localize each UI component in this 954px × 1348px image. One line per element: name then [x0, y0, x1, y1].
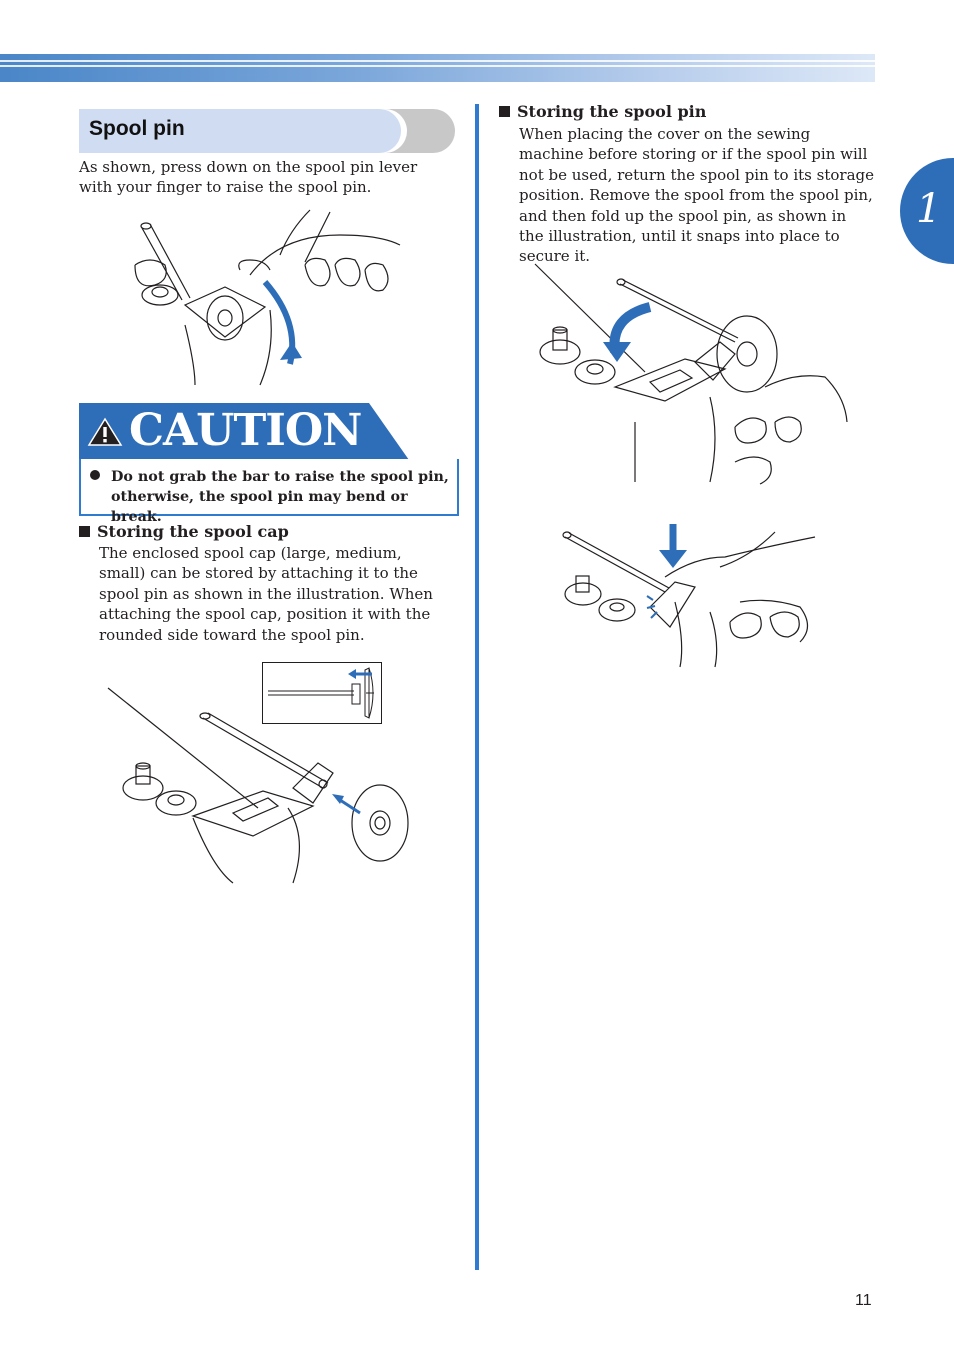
caution-text: Do not grab the bar to raise the spool pin, otherwise, the spool pin may bend or break.: [111, 469, 449, 525]
chapter-number: 1: [916, 186, 942, 232]
caution-banner: [79, 403, 409, 460]
chapter-tab: [900, 158, 954, 264]
spool-pin-lever-illustration: [130, 210, 405, 385]
caution-label: CAUTION: [129, 405, 362, 456]
warning-triangle-icon: [87, 417, 123, 447]
fold-spool-pin-illustration: [535, 262, 847, 484]
storing-pin-heading: Storing the spool pin: [499, 102, 706, 121]
section-header: [79, 109, 455, 153]
bullet-icon: [90, 470, 100, 480]
column-divider: [475, 104, 479, 1270]
header-gradient-bar: [0, 54, 875, 82]
square-bullet-icon: [79, 526, 90, 537]
intro-text: As shown, press down on the spool pin lever with your finger to raise the spool pin.: [79, 158, 418, 197]
section-title: Spool pin: [89, 117, 185, 140]
page-number: 11: [855, 1292, 872, 1309]
storing-cap-text: The enclosed spool cap (large, medium, small) can be stored by attaching it to the spool pin as shown in the illustration. When attaching the spool cap, position it with the rounded side toward the spool pin.: [99, 544, 433, 644]
storing-pin-text: When placing the cover on the sewing machine before storing or if the spool pin will not be used, return the spool pin to its storage position. Remove the spool from the spool pin, and then fold up the spool pin, as shown in the illustration, until it snaps into place to secure it.: [519, 125, 874, 266]
storing-cap-heading: Storing the spool cap: [79, 522, 289, 541]
snap-spool-pin-illustration: [555, 522, 820, 667]
square-bullet-icon: [499, 106, 510, 117]
spool-cap-storage-illustration: [108, 688, 418, 883]
